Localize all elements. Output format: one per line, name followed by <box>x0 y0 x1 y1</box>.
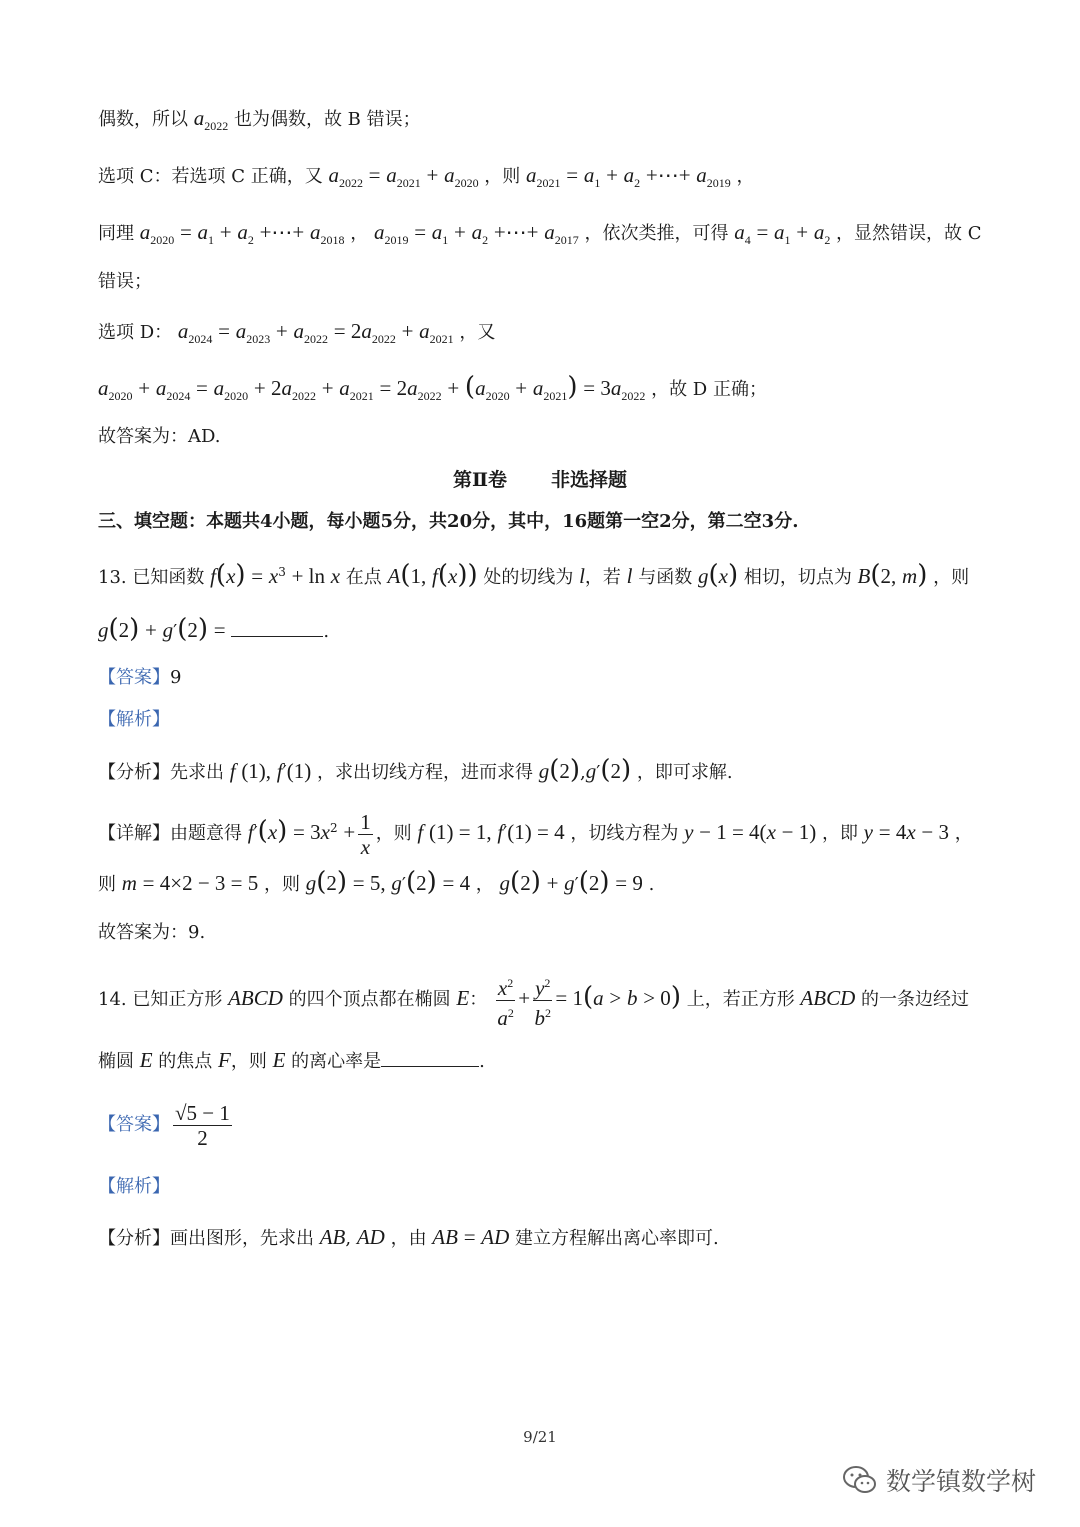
q13-analysis-tag: 【解析】 <box>98 709 170 730</box>
q13-fenxi: 【分析】先求出 f (1), f′(1) ，求出切线方程，进而求得 g(2),g′(2) ，即可求解. <box>98 755 733 785</box>
text-line-7: 故答案为：AD. <box>98 426 221 447</box>
section-part: 第Ⅱ卷 <box>452 469 507 491</box>
q13-xiangjie: 【详解】由题意得 $f'(x) = 3x^2$ + $\frac{1}{x}$ ，则 f (1) = 1, f′(1) = 4 ，切线方程为 y − 1 = 4(x − 1) ，即 y = 4x − 3 ， <box>98 809 973 859</box>
text-line-2: 选项 C：若选项 C 正确，又 $a_{2022} = a_{2021} + a_{2020}$ ，则 $a_{2021} = a_1 + a_2$ +⋯+ $a_{2019}$ ， <box>98 163 755 191</box>
answer-value: 9 <box>170 667 182 688</box>
text-line-4: 错误； <box>98 271 152 292</box>
section-title <box>0 465 1080 492</box>
xiangjie-tag: 【详解】 <box>98 823 170 844</box>
page-number: 9/21 <box>523 1428 557 1446</box>
wechat-icon <box>842 1465 878 1495</box>
section-name: 非选择题 <box>551 469 628 491</box>
fill-in-heading: 三、填空题：本题共4小题，每小题5分，共20分，其中，16题第一空2分，第二空3分. <box>98 511 799 532</box>
answer-blank[interactable] <box>381 1048 479 1067</box>
q13-conclusion: 故答案为：9. <box>98 922 206 943</box>
watermark-text: 数学镇数学树 <box>886 1467 1037 1496</box>
answer-fraction: $\frac{√5 - 1}{2}$ <box>175 1100 230 1150</box>
text-line-3: 同理 $a_{2020} = a_1 + a_2$ +⋯+ $a_{2018}$ ， $a_{2019} = a_1 + a_2$ +⋯+ $a_{2017}$ ，依次类推，可得 $a_4 = a_1 + a_2$ ，显然错误，故 C <box>98 220 982 248</box>
q14-fenxi: 【分析】画出图形，先求出 AB, AD ，由 AB = AD 建立方程解出离心率即可. <box>98 1225 719 1249</box>
fenxi-tag: 【分析】 <box>98 762 170 783</box>
q14-analysis-tag: 【解析】 <box>98 1176 170 1197</box>
q13-stem: 13. 已知函数 $f(x) = x^3 + \ln x$ 在点 A(1, f(x)) 处的切线为 l，若 l 与函数 g(x) 相切，切点为 B(2, m) ，则 <box>98 560 970 590</box>
text-line-1: 偶数，所以 $a_{2022}$ 也为偶数，故 B 错误； <box>98 106 421 134</box>
q14-answer <box>98 1100 984 1150</box>
q14-stem: 14. 已知正方形 ABCD 的四个顶点都在椭圆 E： $\frac{x^2}{a^2}$ + $\frac{y^2}{b^2}$ = 1(a > b > 0) 上，若正方形 ABCD 的一条边经过 <box>98 970 984 1030</box>
q13-answer <box>98 663 984 693</box>
q14-stem-2: 椭圆 E 的焦点 F，则 E 的离心率是 . <box>98 1048 485 1072</box>
fraction: $\frac{1}{x}$ <box>360 809 371 859</box>
answer-tag: 【答案】 <box>98 1114 170 1135</box>
q13-xiangjie-2: 则 m = 4×2 − 3 = 5 ，则 g(2) = 5, g′(2) = 4 ， g(2) + g′(2) = 9 . <box>98 867 655 897</box>
text-line-6: $a_{2020} + a_{2024} = a_{2020} + 2a_{2022} + a_{2021} = 2a_{2022} + (a_{2020} + a_{2021}) = 3a_{2022}$ ，故 D 正确； <box>98 372 767 404</box>
fenxi-tag: 【分析】 <box>98 1228 170 1249</box>
watermark <box>842 1462 1036 1498</box>
answer-tag: 【答案】 <box>98 667 170 688</box>
text-line-5: 选项 D： $a_{2024} = a_{2023} + a_{2022} = 2a_{2022} + a_{2021}$ ，又 <box>98 319 496 347</box>
answer-blank[interactable] <box>231 618 323 637</box>
q13-stem-2: g(2) + g′(2) = . <box>98 614 330 644</box>
